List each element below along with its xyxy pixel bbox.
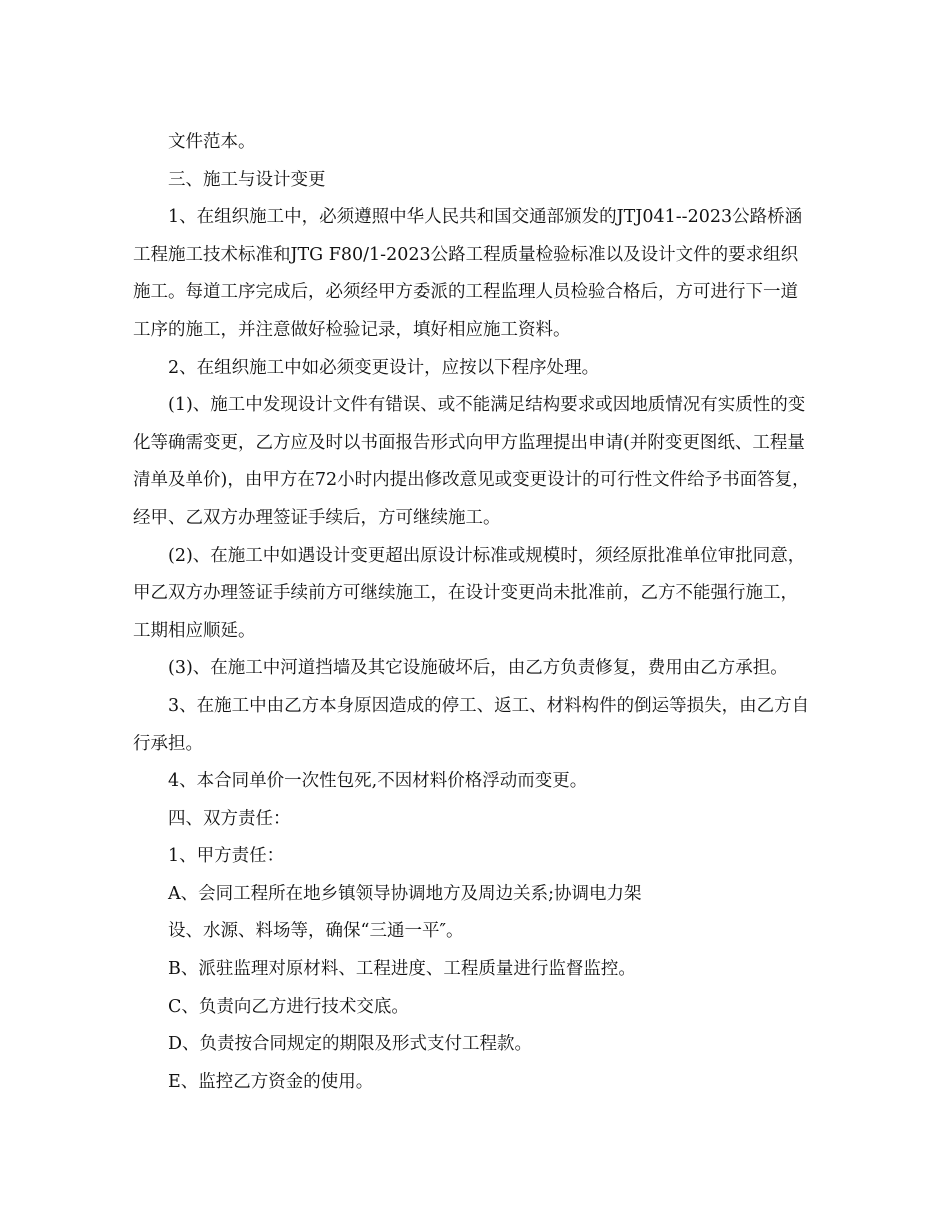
party-a-item-b: B、派驻监理对原材料、工程进度、工程质量进行监督监控。 xyxy=(168,959,636,980)
party-a-item-a-line-2: 设、水源、料场等，确保“三通一平″。 xyxy=(168,921,464,942)
clause-1-construction-standards: 1、在组织施工中，必须遵照中华人民共和国交通部颁发的JTJ041--2023公路桥涵工程施工技术标准和JTG F80/1-2023公路工程质量检验标准以及设计文件的要求组织施工。每道工序完成后，必须经甲方委派的工程监理人员检验合格后，方可进行下一道工序的施工，并注意做好检验记录，填好相应施工资料。 xyxy=(133,207,803,340)
clause-4-fixed-unit-price: 4、本合同单价一次性包死,不因材料价格浮动而变更。 xyxy=(168,771,588,792)
party-a-item-e: E、监控乙方资金的使用。 xyxy=(168,1071,374,1092)
clause-3-contractor-losses: 3、在施工中由乙方本身原因造成的停工、返工、材料构件的倒运等损失，由乙方自行承担。 xyxy=(133,695,810,754)
subclause-2-exceeds-standard: (2)、在施工中如遇设计变更超出原设计标准或规模时，须经原批准单位审批同意，甲乙双方办理签证手续前方可继续施工，在设计变更尚未批准前，乙方不能强行施工，工期相应顺延。 xyxy=(133,545,806,641)
paragraph-template-note: 文件范本。 xyxy=(168,132,256,152)
section-heading-construction-design-change: 三、施工与设计变更 xyxy=(168,169,326,190)
section-heading-responsibilities: 四、双方责任： xyxy=(168,808,291,829)
party-a-item-c: C、负责向乙方进行技术交底。 xyxy=(168,996,409,1017)
party-a-item-d: D、负责按合同规定的期限及形式支付工程款。 xyxy=(168,1034,533,1055)
subclause-3-river-wall-damage: (3)、在施工中河道挡墙及其它设施破坏后，由乙方负责修复，费用由乙方承担。 xyxy=(168,658,788,679)
subclause-1-design-error-change: (1)、施工中发现设计文件有错误、或不能满足结构要求或因地质情况有实质性的变化等确需变更，乙方应及时以书面报告形式向甲方监理提出申请(并附变更图纸、工程量清单及单价)，由甲方在72小时内提出修改意见或变更设计的可行性文件给予书面答复，经甲、乙双方办理签证手续后，方可继续施工。 xyxy=(133,395,810,528)
document-body xyxy=(133,124,813,1101)
clause-2-design-change-procedure: 2、在组织施工中如必须变更设计，应按以下程序处理。 xyxy=(168,357,600,378)
party-a-responsibilities-heading: 1、甲方责任： xyxy=(168,846,285,867)
party-a-item-a-line-1: A、会同工程所在地乡镇领导协调地方及周边关系;协调电力架 xyxy=(168,883,642,904)
